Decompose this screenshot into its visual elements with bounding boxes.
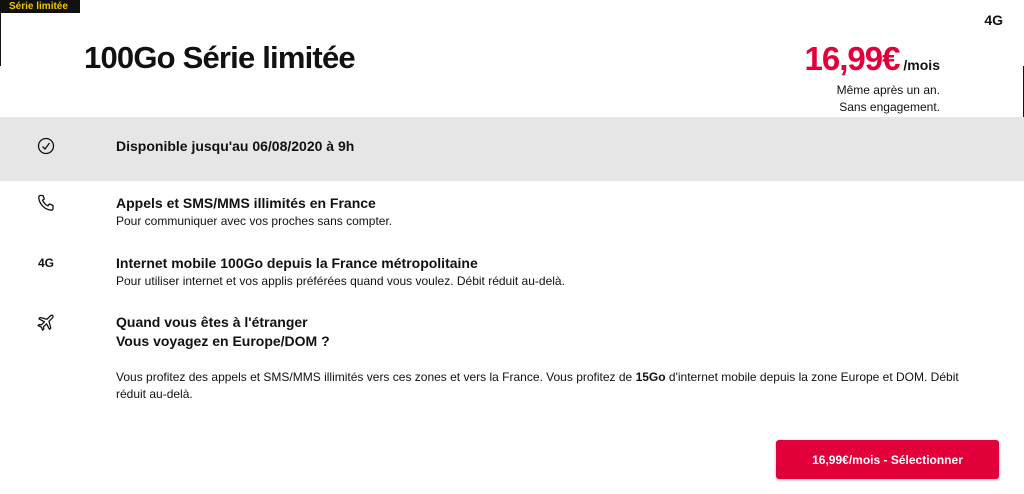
left-rule-divider <box>0 13 1 66</box>
network-tag: 4G <box>984 12 1003 28</box>
clock-icon <box>36 136 56 156</box>
airplane-icon <box>36 312 56 332</box>
availability-text: Disponible jusqu'au 06/08/2020 à 9h <box>116 138 355 154</box>
select-offer-button[interactable]: 16,99€/mois - Sélectionner <box>776 440 999 479</box>
limited-series-badge: Série limitée <box>0 0 80 13</box>
roaming-desc-part-2: d'internet mobile depuis la zone Europe et DOM. Débit réduit au-delà. <box>116 370 959 401</box>
feature-calls-desc: Pour communiquer avec vos proches sans compter. <box>116 214 393 228</box>
feature-roaming-title: Quand vous êtes à l'étranger <box>116 314 308 330</box>
4g-icon: 4G <box>37 256 54 270</box>
price-note-line-1: Même après un an. <box>836 83 940 97</box>
feature-calls-title: Appels et SMS/MMS illimités en France <box>116 195 376 211</box>
feature-data-desc: Pour utiliser internet et vos applis préférées quand vous voulez. Débit réduit au-delà. <box>116 274 565 288</box>
availability-banner <box>0 117 1024 181</box>
roaming-data-amount: 15Go <box>635 370 666 384</box>
offer-title: 100Go Série limitée <box>84 40 355 75</box>
feature-roaming-desc <box>116 369 986 403</box>
phone-icon <box>36 193 56 213</box>
price-block <box>804 40 940 116</box>
price-note <box>804 82 940 116</box>
price-period: /mois <box>903 57 940 73</box>
roaming-desc-part-1: Vous profitez des appels et SMS/MMS illimités vers ces zones et vers la France. Vous profitez de <box>116 370 636 384</box>
feature-data-title: Internet mobile 100Go depuis la France métropolitaine <box>116 255 478 271</box>
price-value: 16,99€ <box>804 40 900 77</box>
feature-roaming-subtitle: Vous voyagez en Europe/DOM ? <box>116 333 330 349</box>
price-note-line-2: Sans engagement. <box>839 100 940 114</box>
price-row <box>804 40 940 78</box>
